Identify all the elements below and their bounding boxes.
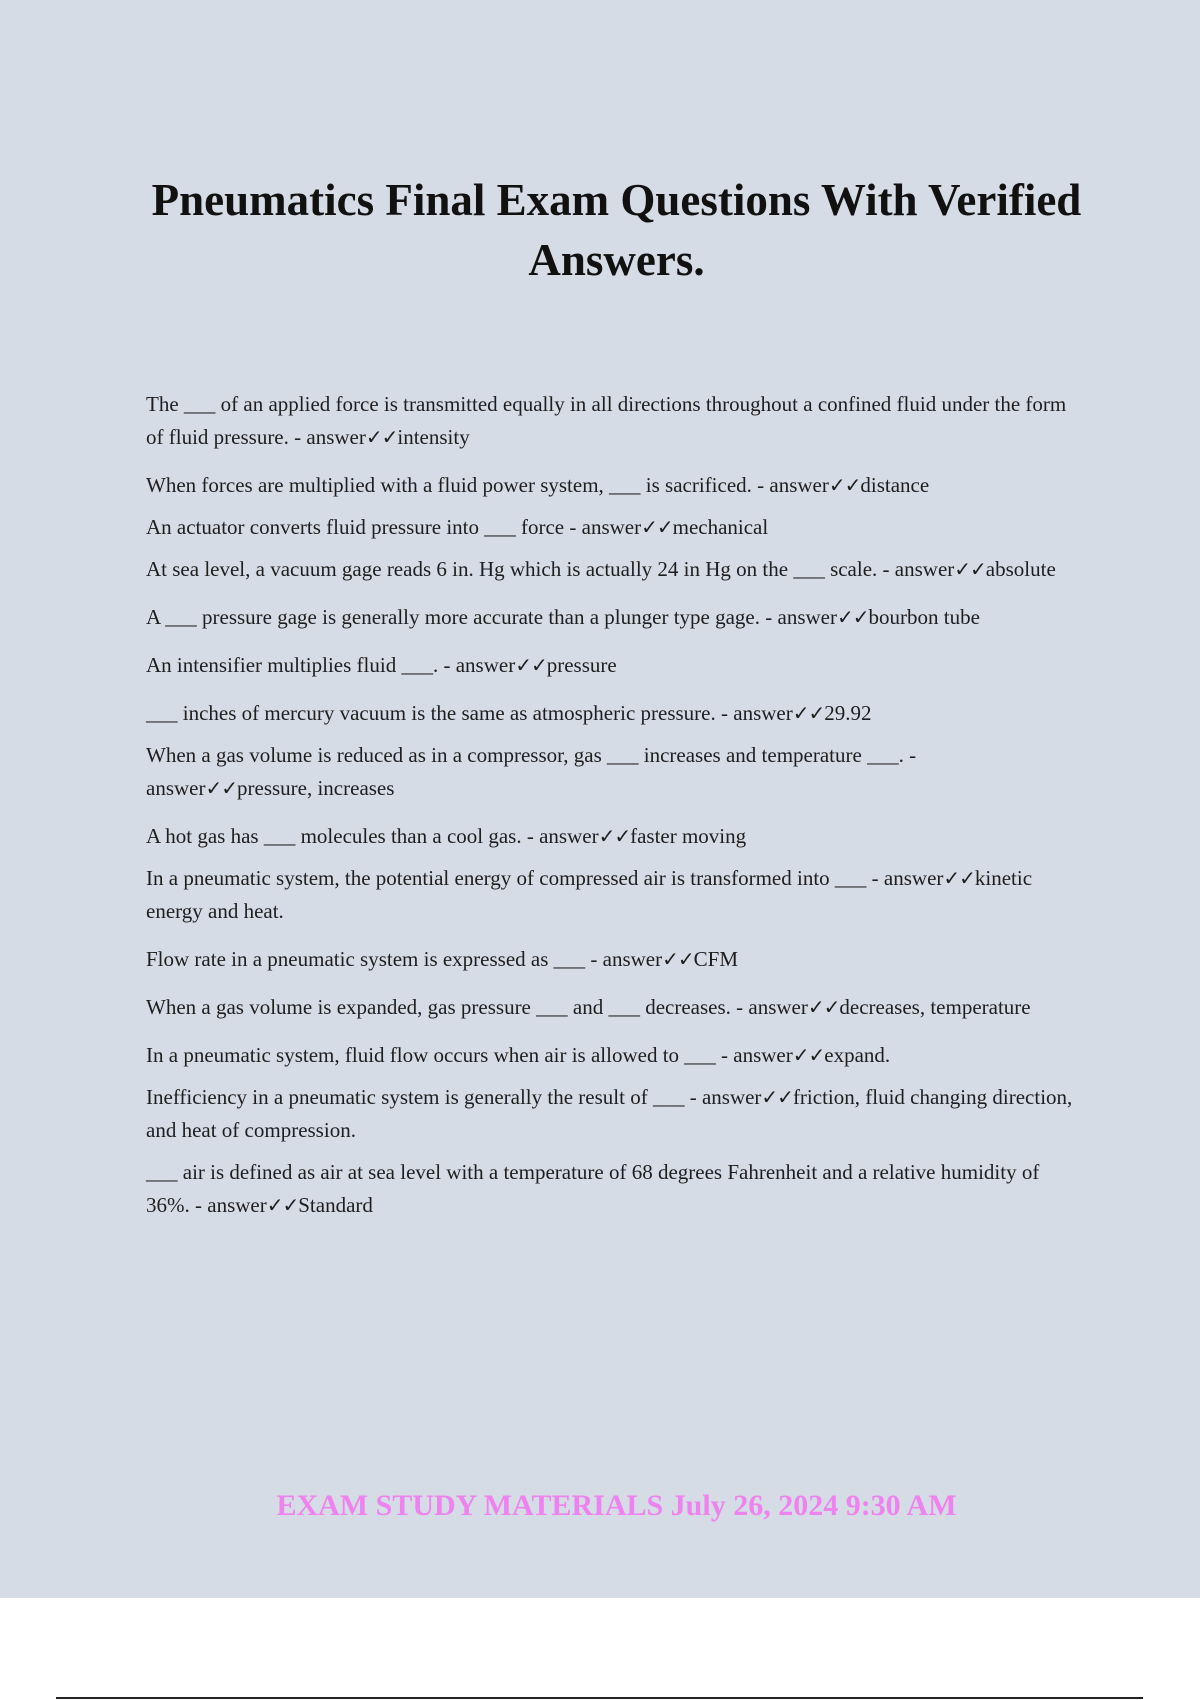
question-text: ___ inches of mercury vacuum is the same as atmospheric pressure. (146, 701, 716, 725)
answer-label: - answer (146, 743, 917, 800)
answer-text: faster moving (630, 824, 747, 848)
question-text: When a gas volume is reduced as in a compressor, gas ___ increases and temperature ___. (146, 743, 904, 767)
question-item (146, 511, 1076, 544)
question-text: In a pneumatic system, the potential energy of compressed air is transformed into ___ (146, 866, 867, 890)
answer-text: kinetic energy and heat. (146, 866, 1033, 923)
double-check-icon: ✓✓ (266, 1193, 299, 1217)
question-text: When forces are multiplied with a fluid power system, ___ is sacrificed. (146, 473, 752, 497)
answer-text: friction, fluid changing direction, and heat of compression. (146, 1085, 1073, 1142)
question-item (146, 649, 1076, 682)
double-check-icon: ✓✓ (662, 947, 694, 971)
answer-text: distance (860, 473, 930, 497)
question-list (146, 388, 1076, 1237)
double-check-icon: ✓✓ (515, 653, 547, 677)
question-text: ___ air is defined as air at sea level with a temperature of 68 degrees Fahrenheit and a relative humidity of 36%. (146, 1160, 1040, 1217)
question-text: Flow rate in a pneumatic system is expressed as ___ (146, 947, 586, 971)
answer-text: intensity (397, 425, 470, 449)
answer-label: - answer (195, 1193, 267, 1217)
answer-label: - answer (721, 701, 793, 725)
answer-label: - answer (689, 1085, 762, 1109)
question-text: The ___ of an applied force is transmitted equally in all directions throughout a confined fluid under the form of fluid pressure. (146, 392, 1067, 449)
question-item (146, 469, 1076, 502)
question-item (146, 991, 1076, 1024)
footer-banner: EXAM STUDY MATERIALS July 26, 2024 9:30 AM (276, 1489, 957, 1522)
answer-label: - answer (294, 425, 366, 449)
answer-label: - answer (569, 515, 642, 539)
question-item (146, 820, 1076, 853)
page-divider (56, 1697, 1143, 1699)
question-text: An intensifier multiplies fluid ___. (146, 653, 439, 677)
question-text: When a gas volume is expanded, gas pressure ___ and ___ decreases. (146, 995, 731, 1019)
double-check-icon: ✓✓ (954, 557, 986, 581)
double-check-icon: ✓✓ (792, 701, 825, 725)
question-item (146, 553, 1076, 586)
question-item (146, 943, 1076, 976)
double-check-icon: ✓✓ (205, 776, 237, 800)
answer-text: Standard (298, 1193, 373, 1217)
answer-text: absolute (985, 557, 1056, 581)
answer-text: mechanical (672, 515, 769, 539)
question-item (146, 388, 1076, 454)
double-check-icon: ✓✓ (365, 425, 398, 449)
question-text: Inefficiency in a pneumatic system is generally the result of ___ (146, 1085, 685, 1109)
question-item (146, 697, 1076, 730)
double-check-icon: ✓✓ (761, 1085, 793, 1109)
document-title: Pneumatics Final Exam Questions With Verified Answers. (151, 175, 1082, 285)
question-item (146, 862, 1076, 928)
question-text: In a pneumatic system, fluid flow occurs when air is allowed to ___ (146, 1043, 716, 1067)
question-text: A hot gas has ___ molecules than a cool gas. (146, 824, 522, 848)
question-text: An actuator converts fluid pressure into ___ force (146, 515, 565, 539)
question-text: At sea level, a vacuum gage reads 6 in. Hg which is actually 24 in Hg on the ___ scale. (146, 557, 878, 581)
question-item (146, 1081, 1076, 1147)
answer-label: - answer (736, 995, 808, 1019)
answer-text: pressure (546, 653, 617, 677)
answer-label: - answer (757, 473, 829, 497)
double-check-icon: ✓✓ (836, 605, 869, 629)
question-item (146, 1039, 1076, 1072)
answer-label: - answer (721, 1043, 793, 1067)
double-check-icon: ✓✓ (943, 866, 975, 890)
question-text: A ___ pressure gage is generally more accurate than a plunger type gage. (146, 605, 761, 629)
answer-label: - answer (765, 605, 837, 629)
double-check-icon: ✓✓ (598, 824, 631, 848)
double-check-icon: ✓✓ (828, 473, 861, 497)
answer-label: - answer (526, 824, 599, 848)
answer-text: bourbon tube (868, 605, 980, 629)
answer-label: - answer (882, 557, 955, 581)
question-item (146, 1156, 1076, 1222)
question-item (146, 601, 1076, 634)
double-check-icon: ✓✓ (807, 995, 840, 1019)
double-check-icon: ✓✓ (641, 515, 673, 539)
double-check-icon: ✓✓ (792, 1043, 825, 1067)
answer-text: 29.92 (824, 701, 872, 725)
answer-text: CFM (693, 947, 738, 971)
answer-label: - answer (590, 947, 663, 971)
question-item (146, 739, 1076, 805)
answer-text: expand. (824, 1043, 891, 1067)
answer-label: - answer (871, 866, 944, 890)
answer-label: - answer (443, 653, 516, 677)
answer-text: decreases, temperature (839, 995, 1031, 1019)
answer-text: pressure, increases (237, 776, 395, 800)
